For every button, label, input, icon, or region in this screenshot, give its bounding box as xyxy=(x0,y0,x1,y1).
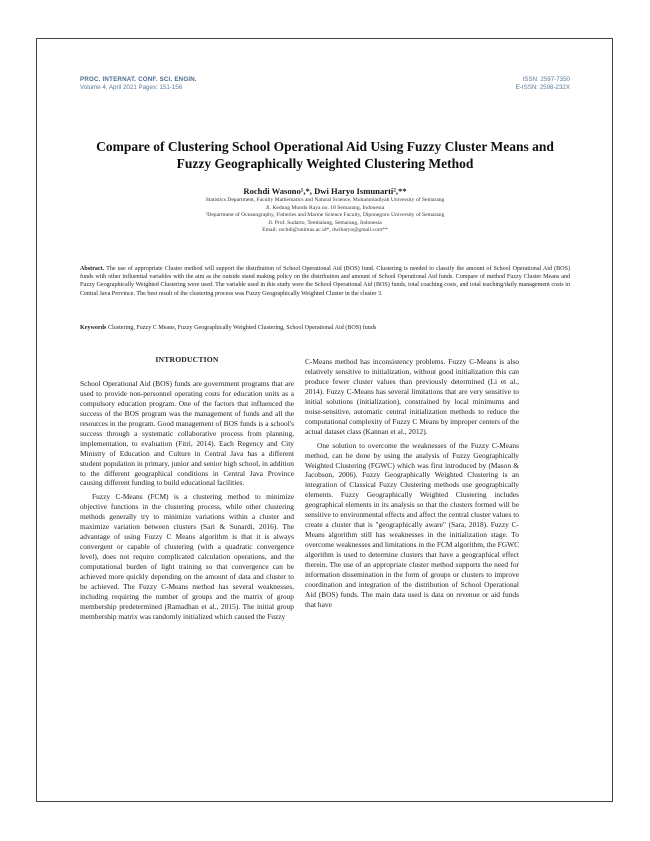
volume-info: Volume 4, April 2021 Pages: 151-156 xyxy=(80,84,183,91)
paper-authors: Rochdi Wasono¹,*, Dwi Haryo Ismunarti²,** xyxy=(243,186,407,196)
abstract xyxy=(80,265,570,298)
keywords xyxy=(80,324,570,332)
abstract-label: Abstract. xyxy=(80,266,105,272)
journal-name: PROC. INTERNAT. CONF. SCI. ENGIN. xyxy=(80,76,197,83)
column-right xyxy=(305,357,519,614)
paragraph: One solution to overcome the weaknesses of the Fuzzy C-Means method, can be done by using the analysis of Fuzzy Geographically Weighted Clustering (FGWC) which was first introduced by (Mason & Jacobson, 2006). Fuzzy Geographically Weighted Clustering is an integration of Classical Fuzzy Clustering methods use geographically elements. Fuzzy Geographically Weighted Clustering includes geographical elements in its analysis so that the clusters formed will be sensitive to environmental effects and affect the central cluster values to create a cluster that is "geographically aware" (Sara, 2018). Fuzzy C-Means algorithm still has weaknesses in the initialization stage. To overcome weaknesses and limitations in the FCM algorithm, the FGWC algorithm is used to determine clusters that have a geographical effect therein. The use of an appropriate cluster method supports the need for information dissemination in the form of groups or clusters to improve coordination and integration of the distribution of School Operational Aid (BOS) funds. The main data used is data on revenue or aid funds that have xyxy=(305,440,519,609)
issn-header xyxy=(516,76,570,92)
paragraph: C-Means method has inconsistency problems. Fuzzy C-Means is also relatively sensitive to initialization, without good initialization this can produce fewer cluster values than previously determined (Li et al., 2014). Fuzzy C-Means has several limitations that are very sensitive to initial solutions (initialization), constrained by local minimums and noise-sensitive, automatic central initialization methods to reduce the computational complexity of Fuzzy C Means by improper centers of the actual dataset class (Kannan et al., 2012). xyxy=(305,357,519,436)
keywords-text: Clustering, Fuzzy C Means, Fuzzy Geographically Weighted Clustering, School Operational Aid (BOS) funds xyxy=(107,325,377,331)
section-heading: INTRODUCTION xyxy=(155,355,219,364)
abstract-text: The use of appropriate Cluster method will support the distribution of School Operational Aid (BOS) fund. Clustering is needed to classify the amount of School Operational Aid (BOS) funds with other influential variables with the aim as the outside stand making policy on the distribution and amount of School Operational Aid funds. Compare of method Fuzzy Cluster Means and Fuzzy Geographically Weighted Clustering were used. The variable used in this study were the School Operational Aid (BOS) funds, total coaching costs, and total teaching/daily management costs in Central Java Province. The best result of the clustering process was Fuzzy Geographically Weighted Cluster in the cluster 3. xyxy=(80,266,570,297)
journal-header xyxy=(80,76,197,92)
keywords-label: Keywords xyxy=(80,325,107,331)
column-left xyxy=(80,355,294,626)
paragraph: Fuzzy C-Means (FCM) is a clustering method to minimize objective functions in the clustering process, while other clustering methods generally try to minimize variations within a cluster and maximize variation between clusters (Sari & Sunardi, 2016). The advantage of using Fuzzy C Means algorithm is that it is always convergent or capable of clustering (with a quadratic convergence level), does not require complicated calculation operations, and the computational burden of light training so that convergence can be achieved more quickly depending on the amount of data and cluster to be achieved. The Fuzzy C-Means method has several weaknesses, including requiring the number of groups and the matrix of group membership predetermined (Ramadhan et al., 2015). The initial group membership matrix was randomly initialized which caused the Fuzzy xyxy=(80,492,294,621)
paragraph: School Operational Aid (BOS) funds are government programs that are used to provide non-personnel operating costs for education units as a compulsory education program. One of the factors that influenced the success of the BOS program was the management of funds and all the resources in the program. Good management of BOS funds is a school's success through a systematic collaborative process from planning, implementation, to evaluation (Fitri, 2014). Each Regency and City Ministry of Education and Culture in Central Java has a different student population in primary, junior and senior high school, in addition to the different geographical conditions in Central Java Province causing different funding to build educational facilities. xyxy=(80,378,294,488)
eissn: E-ISSN: 2598-232X xyxy=(515,84,570,91)
affiliation-2: ²Department of Oceanography, Fisheries and Marine Science Faculty, Diponegoro University of Semarang xyxy=(205,212,445,219)
author-email: Email: rochdi@unimus.ac.id*, dwiharyo@gmail.com** xyxy=(262,227,388,234)
affiliations xyxy=(110,197,540,235)
affiliation-1-address: Jl. Kedung Mundu Raya no. 18 Semarang, Indonesia xyxy=(265,204,385,211)
issn: ISSN: 2597-7350 xyxy=(522,76,570,83)
affiliation-2-address: Jl. Prof. Sudarto, Tembalang, Semarang, Indonesia xyxy=(268,219,382,226)
paper-title: Compare of Clustering School Operational Aid Using Fuzzy Cluster Means and Fuzzy Geographically Weighted Clustering Method xyxy=(96,139,554,171)
affiliation-1: Statistics Department, Faculty Mathematics and Natural Science, Muhammadiyah University of Semarang xyxy=(205,197,445,203)
